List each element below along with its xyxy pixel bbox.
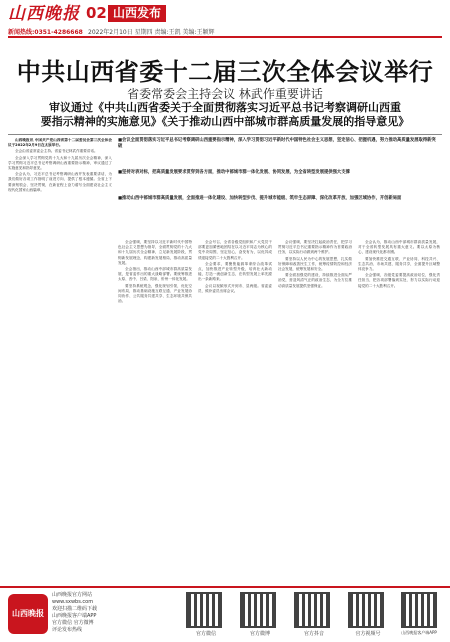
article-column-4: [278, 240, 352, 580]
app-logo-icon: 山西晚报: [8, 594, 48, 634]
article-paragraph: 全会指出，推动山西中部城市群高质量发展，是省委作出的重大战略部署。要统筹推进太原、晋中、吕梁、阳泉、忻州一体化发展。: [118, 267, 192, 282]
page-number: 02: [86, 4, 107, 22]
article-paragraph: 要坚持以人民为中心的发展思想，扎实做好保障和改善民生工作，统筹疫情防控和经济社会发展，统筹发展和安全。: [278, 256, 352, 272]
news-hotline: 新闻热线:0351-4286668: [8, 29, 83, 36]
article-paragraph: 会议强调，要坚决扛起政治责任，把学习贯彻习近平总书记重要指示精神作为首要政治任务，以实际行动做到两个维护。: [278, 240, 352, 255]
article-column-5: [358, 240, 440, 580]
article-paragraph: 会议以视频形式开到市、县两级。省委委员、候补委员出席会议。: [198, 283, 272, 293]
article-paragraph: 山西晚报讯 中国共产党山西省第十二届委员会第三次全体会议于2022年2月9日在太原举行。: [8, 138, 112, 148]
dateline: 2022年2月10日 星期四 责编:王凯 美编:王颖辉: [88, 29, 215, 36]
page-footer: [0, 586, 450, 642]
article-paragraph: 全会认为，习近平总书记考察调研山西并发表重要讲话，为我们做好各项工作指明了前进方向、提供了根本遵循。全省上下要深刻领会、坚决贯彻，在新征程上奋力谱写全面建设社会主义现代化国家山西篇章。: [8, 172, 112, 192]
key-point: ■会议全面贯彻落实习近平总书记考察调研山西重要指示精神，深入学习贯彻习近平新时代中国特色社会主义思想，坚定信心、把握机遇，努力推动高质量发展取得新突破: [118, 138, 436, 149]
section-label: 山西发布: [108, 5, 166, 22]
qr-app[interactable]: 山西晚报客户端APP: [394, 592, 444, 638]
qr-douyin[interactable]: 官方抖音: [286, 592, 342, 638]
article-paragraph: 全会号召，全省各级党组织和广大党员干部要更加紧密地团结在以习近平同志为核心的党中央周围，坚定信心，奋发有为，以优异成绩迎接党的二十大胜利召开。: [198, 240, 272, 260]
subheadline-2: 审议通过《中共山西省委关于全面贯彻落实习近平总书记考察调研山西重: [49, 101, 401, 114]
key-points-box: [118, 136, 440, 236]
qr-code-icon: [186, 592, 222, 628]
main-headline: 中共山西省委十二届三次全体会议举行: [16, 58, 434, 86]
article-paragraph: 全会强调，要坚持以习近平新时代中国特色社会主义思想为指导，全面贯彻党的十九大和十九届历次全会精神，立足新发展阶段，贯彻新发展理念，构建新发展格局，推动高质量发展。: [118, 240, 192, 265]
subheadline-1: 省委常委会主持会议 林武作重要讲话: [127, 87, 323, 101]
masthead: [0, 0, 450, 40]
article-column-3: [198, 240, 272, 580]
article-paragraph: 要坚持系统观念，强化规划引领，优化空间布局，推动基础设施互联互通、产业发展协同协作、公共服务共建共享、生态环境共保共治。: [118, 283, 192, 304]
header-divider: [8, 36, 442, 38]
headline-divider: [8, 134, 442, 135]
article-paragraph: 全会由省委常委会主持。省委书记林武作重要讲话。: [15, 149, 98, 154]
qr-video[interactable]: 官方视频号: [340, 592, 396, 638]
qr-code-icon: [294, 592, 330, 628]
article-paragraph: 要全面加强党的建设，持续推进全面从严治党，营造风清气正的政治生态，为全方位推动高质量发展提供坚强保证。: [278, 273, 352, 288]
app-promo-text: 山西晚报官方网站 www.sxwbs.com 欢迎扫描二维码下载 山西晚报客户端APP 官方微信 官方微博 评论发布热线: [52, 592, 98, 633]
qr-weibo[interactable]: 官方微博: [232, 592, 288, 638]
article-paragraph: 全会认为，推动山西中部城市群高质量发展，对于全省转型发展具有重大意义。要以太原为核心，建设现代化都市圈。: [358, 240, 440, 255]
article-paragraph: 全会要求，要聚焦能源革命综合改革试点，加快推进产业转型升级，培育壮大新动能，打造一流创新生态，在转型发展上率先蹚出一条新路来。: [198, 261, 272, 282]
article-paragraph: 要加快推进交通互联、产业协同、科技共兴、生态共治、市场共建、服务共享，全面提升区域整体竞争力。: [358, 256, 440, 272]
qr-code-icon: [348, 592, 384, 628]
qr-code-icon: [401, 592, 437, 628]
qr-wechat[interactable]: 官方微信: [178, 592, 234, 638]
qr-code-icon: [240, 592, 276, 628]
newspaper-logo: 山西晚报: [8, 4, 80, 24]
key-point: ■推动山西中部城市群高质量发展，全面推进一体化建设、加快转型步伐、提升城市能级、筑牢生态屏障、深化改革开放、加强区域协作，开创新局面: [118, 196, 402, 201]
key-point: ■坚持对表对标，把高质量发展要求贯穿到各方面，推动中部城市群一体化发展、协同发展，为全省转型发展提供强大支撑: [118, 170, 350, 175]
app-promo: [8, 592, 168, 636]
article-column-1: [8, 138, 112, 580]
article-column-2: [118, 240, 192, 580]
subheadline-3: 要指示精神的实施意见》《关于推动山西中部城市群高质量发展的指导意见》: [40, 115, 410, 128]
article-paragraph: 全会深入学习贯彻党的十九大和十九届历次全会精神，深入学习贯彻习近平总书记考察调研山西重要指示精神，审议通过了实施意见和指导意见。: [8, 155, 112, 171]
article-paragraph: 全会强调，各级党委要提高政治站位，强化责任担当，把各项部署落到实处，努力以实际行动迎接党的二十大胜利召开。: [358, 273, 440, 288]
